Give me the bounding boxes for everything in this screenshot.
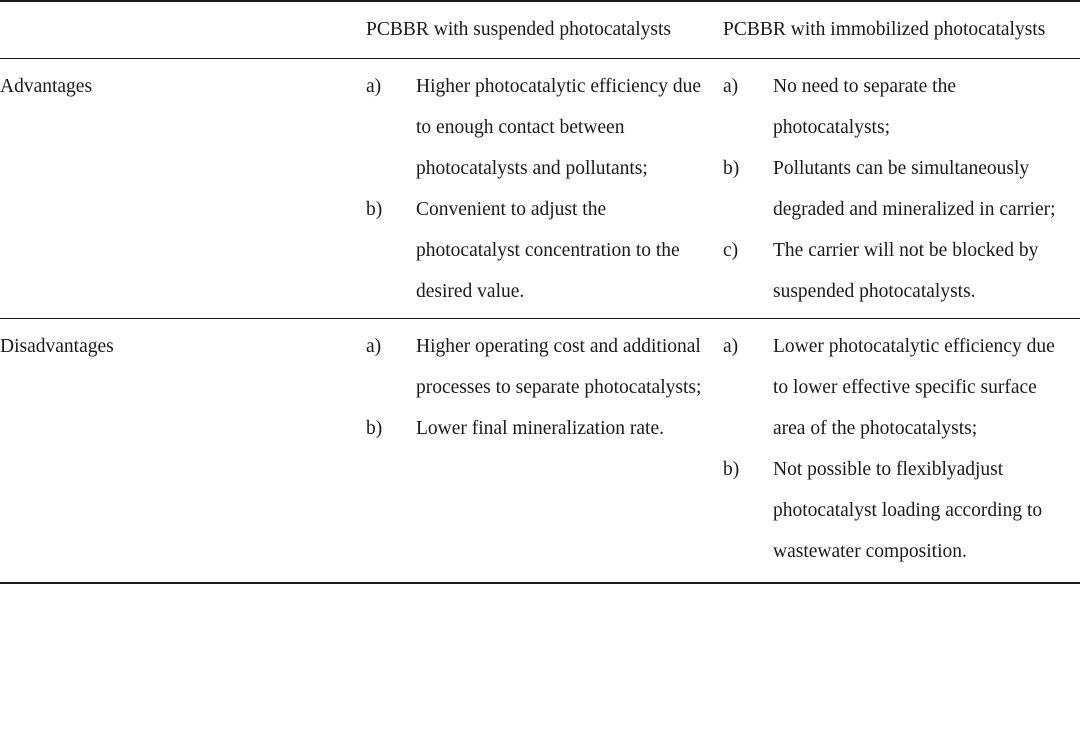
list-item xyxy=(723,230,1080,312)
list-item xyxy=(723,326,1080,449)
table-header-row xyxy=(0,2,1080,59)
list-item-text: Lower final mineralization rate. xyxy=(416,418,664,439)
list-item xyxy=(723,148,1080,230)
header-cell-empty xyxy=(0,2,366,59)
page-bottom-margin xyxy=(0,584,1080,618)
list-marker: a) xyxy=(366,336,382,357)
list-disadvantages-suspended xyxy=(366,326,723,449)
list-item xyxy=(366,408,723,449)
list-marker: b) xyxy=(366,199,383,220)
list-item xyxy=(723,449,1080,572)
list-marker: b) xyxy=(723,459,740,480)
list-item-text: Not possible to flexiblyadjust photocatalyst loading according to wastewater composition. xyxy=(773,459,1043,562)
cell-disadvantages-suspended xyxy=(366,319,723,584)
list-item xyxy=(723,66,1080,148)
cell-advantages-immobilized xyxy=(723,59,1080,319)
list-item-text: Convenient to adjust the photocatalyst concentration to the desired value. xyxy=(416,199,680,302)
list-item-text: Lower photocatalytic efficiency due to lower effective specific surface area of the photocatalysts; xyxy=(773,336,1055,439)
list-item-text: Pollutants can be simultaneously degraded and mineralized in carrier; xyxy=(773,158,1056,220)
list-item-text: The carrier will not be blocked by suspended photocatalysts. xyxy=(773,240,1039,302)
list-advantages-immobilized xyxy=(723,66,1080,312)
table-row xyxy=(0,59,1080,319)
list-item xyxy=(366,326,723,408)
header-cell-immobilized: PCBBR with immobilized photocatalysts xyxy=(723,2,1080,59)
list-marker: b) xyxy=(366,418,383,439)
row-label-disadvantages: Disadvantages xyxy=(0,319,366,584)
list-item-text: Higher operating cost and additional processes to separate photocatalysts; xyxy=(416,336,702,398)
list-marker: a) xyxy=(723,76,739,97)
cell-disadvantages-immobilized xyxy=(723,319,1080,584)
list-marker: b) xyxy=(723,158,740,179)
row-label-advantages: Advantages xyxy=(0,59,366,319)
list-marker: a) xyxy=(723,336,739,357)
table-row xyxy=(0,319,1080,584)
list-item-text: No need to separate the photocatalysts; xyxy=(773,76,957,138)
list-advantages-suspended xyxy=(366,66,723,312)
list-item xyxy=(366,189,723,312)
list-marker: c) xyxy=(723,240,739,261)
list-marker: a) xyxy=(366,76,382,97)
header-cell-suspended: PCBBR with suspended photocatalysts xyxy=(366,2,723,59)
cell-advantages-suspended xyxy=(366,59,723,319)
list-disadvantages-immobilized xyxy=(723,326,1080,572)
list-item-text: Higher photocatalytic efficiency due to enough contact between photocatalysts and pollutants; xyxy=(416,76,701,179)
list-item xyxy=(366,66,723,189)
